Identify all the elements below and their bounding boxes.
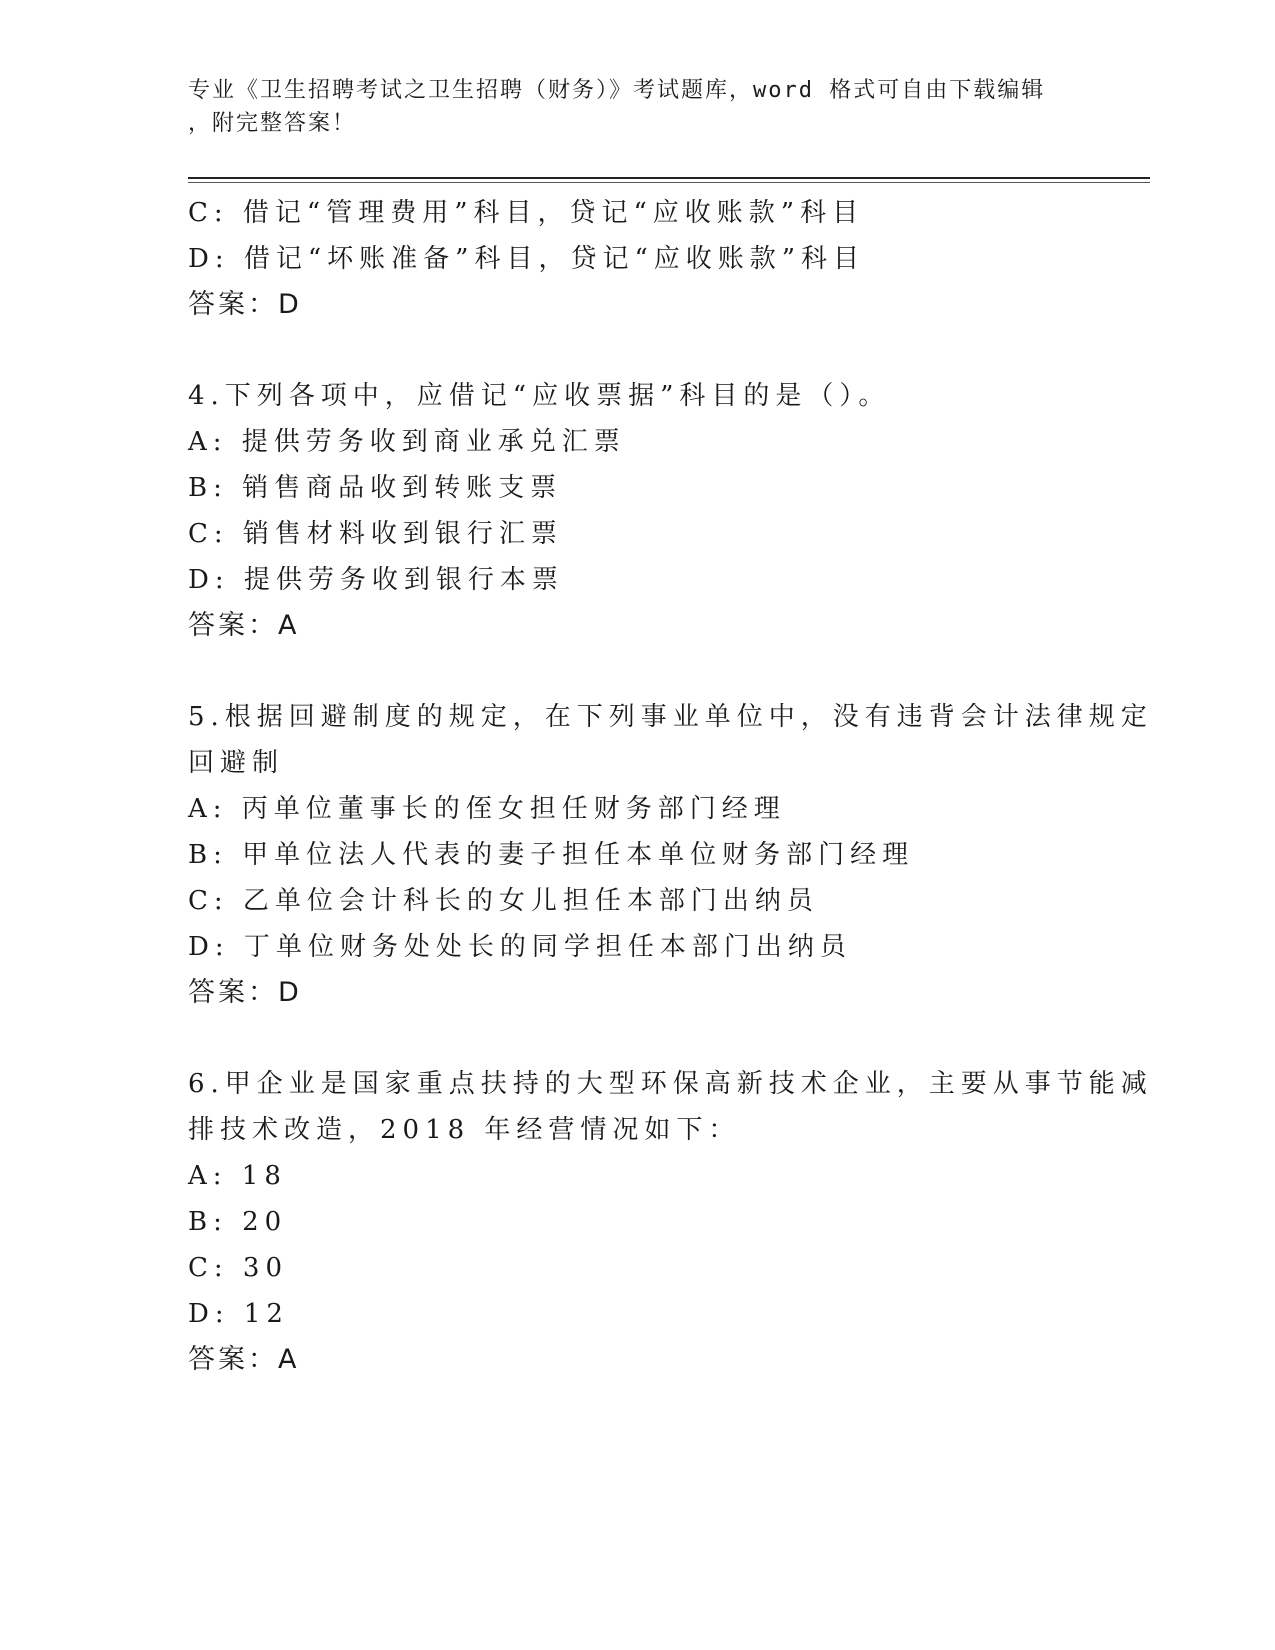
header-divider-thin bbox=[188, 182, 1150, 183]
question-4 bbox=[188, 373, 1088, 649]
q4-option-a: A: 提供劳务收到商业承兑汇票 bbox=[188, 427, 626, 457]
q6-answer: 答案：A bbox=[188, 1344, 300, 1375]
q3-option-d: D: 借记“坏账准备”科目，贷记“应收账款”科目 bbox=[188, 244, 866, 274]
q6-option-c: C: 30 bbox=[188, 1253, 289, 1283]
q3-answer: 答案：D bbox=[188, 289, 302, 320]
header-title-line1: 专业《卫生招聘考试之卫生招聘（财务）》考试题库，word 格式可自由下载编辑 bbox=[188, 78, 1046, 103]
q5-question-line2: 回避制 bbox=[188, 748, 285, 778]
q5-question-line1: 5.根据回避制度的规定，在下列事业单位中，没有违背会计法律规定 bbox=[188, 702, 1153, 732]
q6-option-a: A: 18 bbox=[188, 1161, 287, 1191]
header-divider-thick bbox=[188, 177, 1150, 179]
q5-option-d: D: 丁单位财务处处长的同学担任本部门出纳员 bbox=[188, 932, 852, 962]
q4-option-d: D: 提供劳务收到银行本票 bbox=[188, 565, 564, 595]
q5-option-c: C: 乙单位会计科长的女儿担任本部门出纳员 bbox=[188, 886, 819, 916]
q4-answer: 答案：A bbox=[188, 610, 300, 641]
question-3 bbox=[188, 190, 1088, 328]
q6-option-b: B: 20 bbox=[188, 1207, 288, 1237]
spacer bbox=[188, 1016, 1088, 1061]
q3-option-c: C: 借记“管理费用”科目，贷记“应收账款”科目 bbox=[188, 198, 865, 228]
question-5 bbox=[188, 694, 1153, 1016]
q5-answer: 答案：D bbox=[188, 977, 302, 1008]
q6-question-line1: 6.甲企业是国家重点扶持的大型环保高新技术企业，主要从事节能减 bbox=[188, 1069, 1153, 1099]
question-6 bbox=[188, 1061, 1153, 1383]
question-list bbox=[188, 190, 1153, 1383]
q6-question-line2: 排技术改造，2018 年经营情况如下： bbox=[188, 1115, 741, 1145]
header-title-line2: ，附完整答案！ bbox=[188, 111, 357, 136]
q5-option-a: A: 丙单位董事长的侄女担任财务部门经理 bbox=[188, 794, 786, 824]
q6-option-d: D: 12 bbox=[188, 1299, 289, 1329]
spacer bbox=[188, 328, 1088, 373]
q4-option-c: C: 销售材料收到银行汇票 bbox=[188, 519, 563, 549]
document-header bbox=[188, 74, 1088, 140]
q5-option-b: B: 甲单位法人代表的妻子担任本单位财务部门经理 bbox=[188, 840, 915, 870]
q4-question: 4.下列各项中，应借记“应收票据”科目的是（）。 bbox=[188, 381, 891, 411]
spacer bbox=[188, 649, 1088, 694]
q4-option-b: B: 销售商品收到转账支票 bbox=[188, 473, 563, 503]
